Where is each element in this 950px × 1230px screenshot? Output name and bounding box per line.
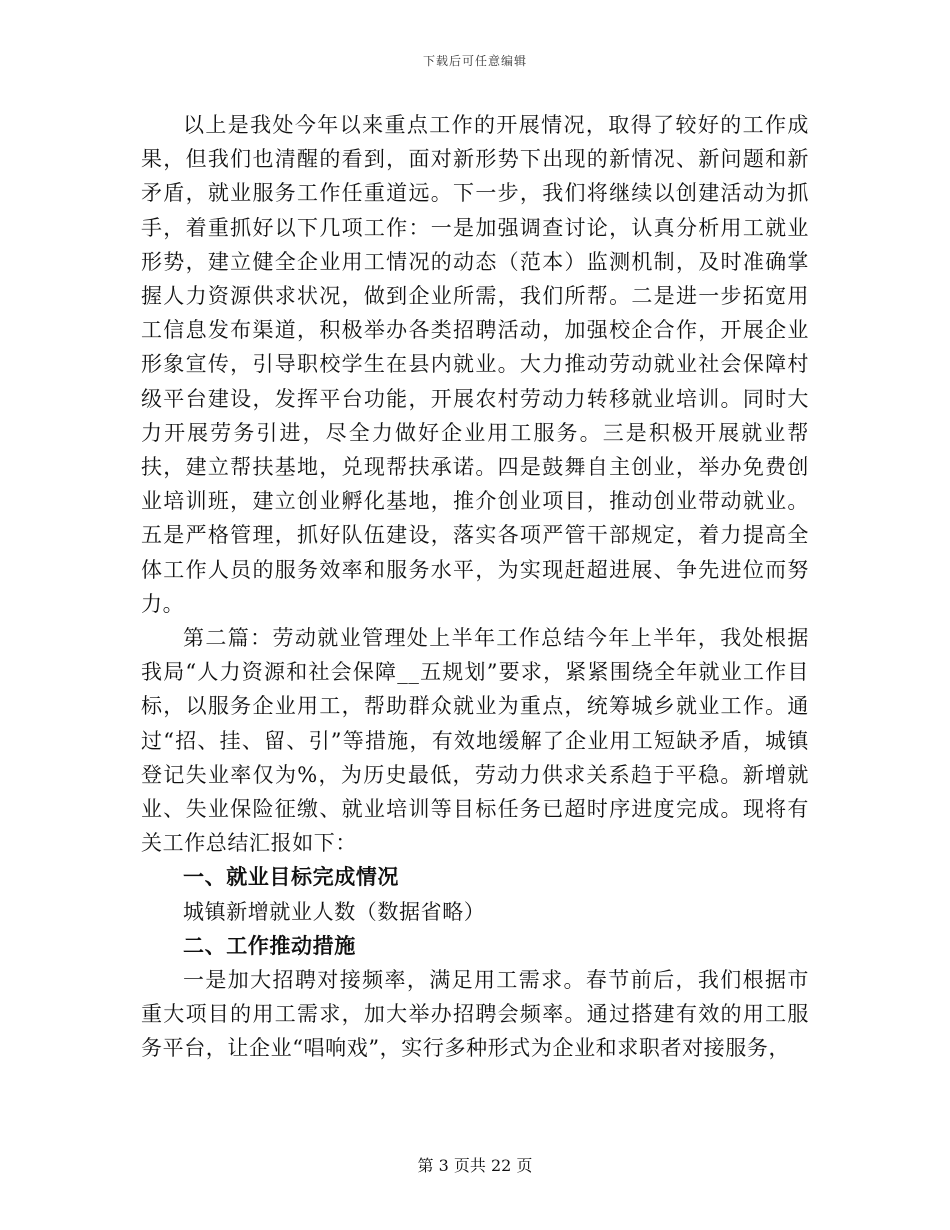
section-heading-employment-targets: 一、就业目标完成情况 — [183, 864, 399, 890]
page-number: 第 3 页共 22 页 — [417, 1156, 533, 1175]
paragraph-second-article-intro: 第二篇：劳动就业管理处上半年工作总结今年上半年，我处根据我局“人力资源和社会保障__五规划”要求，紧紧围绕全年就业工作目标，以服务企业用工，帮助群众就业为重点，统筹城乡就业工作。通过“招、挂、留、引”等措施，有效地缓解了企业用工短缺矛盾，城镇登记失业率仅为%，为历史最低，劳动力供求关系趋于平稳。新增就业、失业保险征缴、就业培训等目标任务已超时序进度完成。现将有关工作总结汇报如下： — [141, 626, 809, 856]
paragraph-recruitment-measures: 一是加大招聘对接频率，满足用工需求。春节前后，我们根据市重大项目的用工需求，加大举办招聘会频率。通过搭建有效的用工服务平台，让企业“唱响戏”，实行多种形式为企业和求职者对接服务， — [141, 968, 809, 1061]
paragraph-new-employment: 城镇新增就业人数（数据省略） — [183, 899, 486, 924]
document-body — [141, 108, 809, 1066]
paragraph-work-plan: 以上是我处今年以来重点工作的开展情况，取得了较好的工作成果，但我们也清醒的看到，面对新形势下出现的新情况、新问题和新矛盾，就业服务工作任重道远。下一步，我们将继续以创建活动为抓手，着重抓好以下几项工作：一是加强调查讨论，认真分析用工就业形势，建立健全企业用工情况的动态（范本）监测机制，及时准确掌握人力资源供求状况，做到企业所需，我们所帮。二是进一步拓宽用工信息发布渠道，积极举办各类招聘活动，加强校企合作，开展企业形象宣传，引导职校学生在县内就业。大力推动劳动就业社会保障村级平台建设，发挥平台功能，开展农村劳动力转移就业培训。同时大力开展劳务引进，尽全力做好企业用工服务。三是积极开展就业帮扶，建立帮扶基地，兑现帮扶承诺。四是鼓舞自主创业，举办免费创业培训班，建立创业孵化基地，推介创业项目，推动创业带动就业。五是严格管理，抓好队伍建设，落实各项严管干部规定，着力提高全体工作人员的服务效率和服务水平，为实现赶超进展、争先进位而努力。 — [141, 113, 809, 616]
section-heading-work-measures: 二、工作推动措施 — [183, 932, 356, 958]
page-header: 下载后可任意编辑 — [422, 54, 527, 68]
